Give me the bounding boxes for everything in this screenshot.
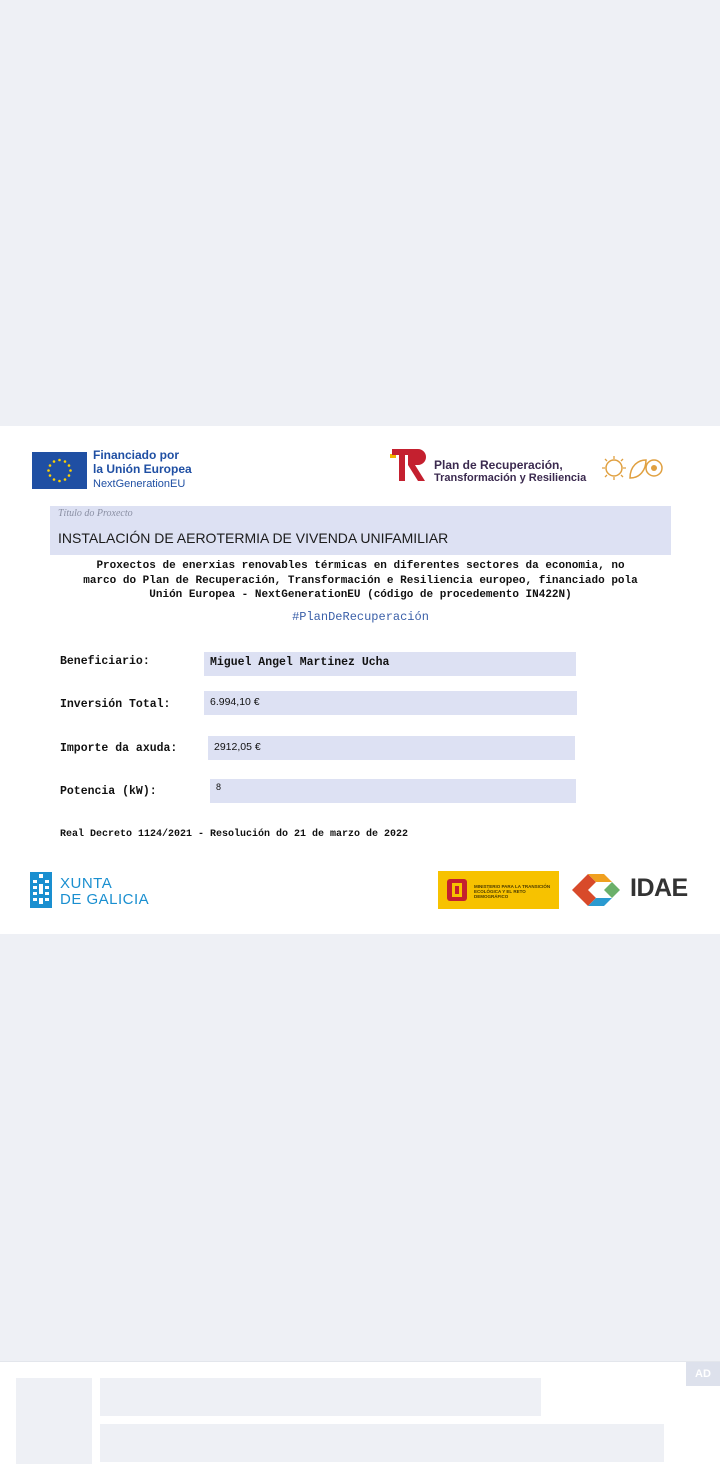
idae-logo-icon xyxy=(568,870,626,910)
investment-field xyxy=(204,691,577,715)
xunta-line1: XUNTA xyxy=(60,875,113,892)
eu-logo-line2: la Unión Europea xyxy=(93,462,192,476)
beneficiary-label: Beneficiario: xyxy=(60,655,150,668)
prtr-logo-line2: Transformación y Resiliencia xyxy=(434,472,587,484)
decree-text: Real Decreto 1124/2021 - Resolución do 21 de marzo de 2022 xyxy=(60,829,409,840)
ministerio-logo xyxy=(438,871,559,909)
xunta-emblem-icon xyxy=(30,872,52,908)
ad-body-placeholder xyxy=(100,1424,664,1462)
ad-image-placeholder xyxy=(16,1378,92,1464)
prtr-logo-line1: Plan de Recuperación, xyxy=(434,458,563,472)
xunta-line2: DE GALICIA xyxy=(60,891,150,908)
project-title-label: Título do Proxecto xyxy=(58,508,133,519)
description-line: marco do Plan de Recuperación, Transformación e Resiliencia europeo, financiado pola xyxy=(83,574,638,587)
idae-text: IDAE xyxy=(630,874,688,902)
project-title-box xyxy=(50,506,671,555)
description-line: Unión Europea - NextGenerationEU (código de procedemento IN422N) xyxy=(149,589,572,601)
power-field xyxy=(210,779,576,803)
beneficiary-field xyxy=(204,652,576,676)
investment-label: Inversión Total: xyxy=(60,698,171,711)
aid-amount-label: Importe da axuda: xyxy=(60,742,178,755)
funding-poster-image xyxy=(0,426,720,934)
aid-amount-value: 2912,05 € xyxy=(214,741,261,753)
power-value: 8 xyxy=(216,782,222,792)
aid-amount-field xyxy=(208,736,575,760)
eu-logo-line3: NextGenerationEU xyxy=(93,478,186,490)
project-description xyxy=(50,559,671,603)
eu-logo-line1: Financiado por xyxy=(93,448,180,462)
spain-shield-icon xyxy=(444,876,470,904)
tr-logo-icon xyxy=(388,446,432,486)
ministerio-text: MINISTERIO PARA LA TRANSICIÓN ECOLÓGICA Y EL RETO DEMOGRÁFICO xyxy=(474,884,551,899)
hashtag: #PlanDeRecuperación xyxy=(292,610,429,624)
description-line: Proxectos de enerxias renovables térmicas en diferentes sectores da economia, no xyxy=(96,560,625,572)
beneficiary-value: Miguel Angel Martinez Ucha xyxy=(210,656,390,669)
project-title-value: INSTALACIÓN DE AEROTERMIA DE VIVENDA UNIFAMILIAR xyxy=(58,530,449,546)
ad-badge: AD xyxy=(686,1362,720,1386)
power-label: Potencia (kW): xyxy=(60,785,157,798)
eu-flag-icon xyxy=(32,452,87,489)
ad-title-placeholder xyxy=(100,1378,541,1416)
investment-value: 6.994,10 € xyxy=(210,696,260,708)
sun-leaf-icon xyxy=(600,454,666,482)
ad-banner[interactable] xyxy=(0,1361,720,1481)
